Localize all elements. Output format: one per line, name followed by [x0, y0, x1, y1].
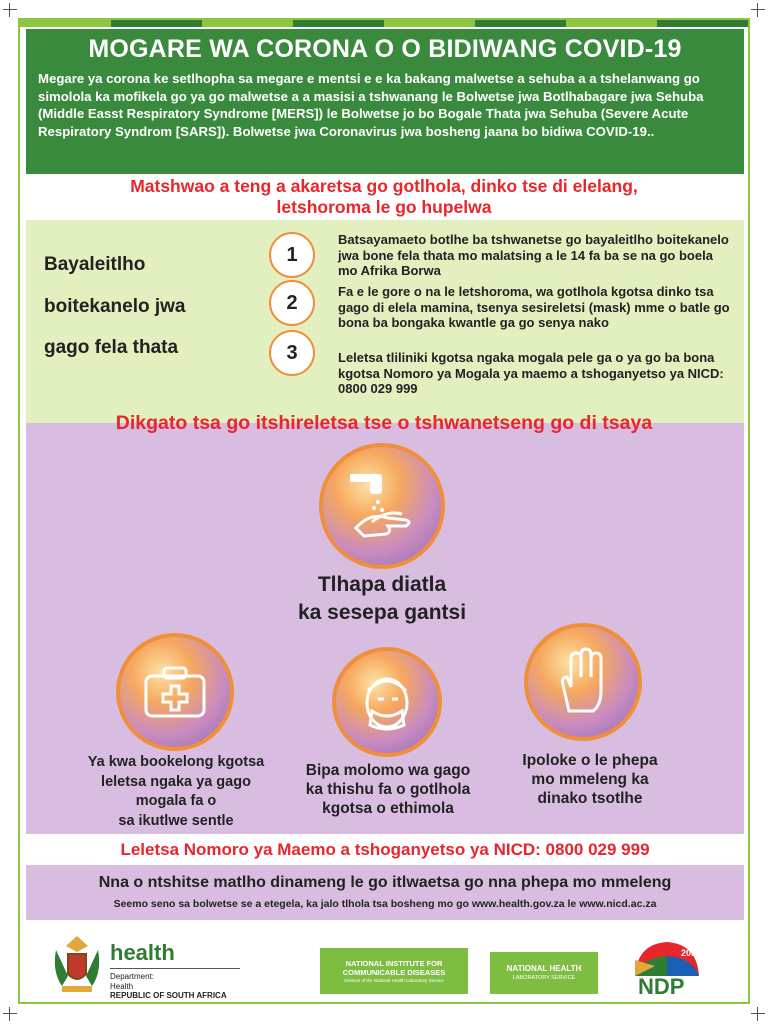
- cough-face-icon: [332, 647, 442, 757]
- doctor-caption: Ya kwa bookelong kgotsa leletsa ngaka ya gago mogala fa o sa ikutlwe sentle: [87, 754, 265, 829]
- crop-mark-top-right: [751, 3, 765, 17]
- step-3-text: Leletsa tliliniki kgotsa ngaka mogala pele ga o ya go ba bona kgotsa Nomoro ya Mogala ya maemo a tshoganyetso ya NICD: 0800 029 999: [338, 350, 724, 396]
- coat-of-arms-icon: [48, 932, 106, 996]
- ndp-label: NDP: [638, 974, 685, 999]
- handwash-caption: Tlhapa diatla ka sesepa gantsi: [297, 573, 467, 624]
- risk-panel: [26, 220, 744, 435]
- prevention-panel: [26, 423, 744, 834]
- symptoms-title: Matshwao a teng a akaretsa go gotlhola, dinko tse di elelang, letshoroma le go hupelwa: [130, 176, 638, 217]
- crop-mark-bottom-right: [751, 1007, 765, 1021]
- step-1-number: 1: [269, 232, 315, 278]
- hygiene-caption: Ipoloke o le phepa mo mmeleng ka dinako tsotlhe: [522, 752, 658, 807]
- department-label: Department: Health REPUBLIC OF SOUTH AFRICA: [110, 972, 227, 1000]
- health-wordmark: health: [110, 940, 175, 965]
- ndp-year: 2030: [681, 948, 702, 958]
- footer-message: Nna o ntshitse matlho dinameng le go itlwaetsa go nna phepa mo mmeleng: [98, 874, 672, 891]
- faucet-hands-icon: [342, 466, 422, 546]
- crop-mark-top-left: [3, 3, 17, 17]
- risk-label-line1: Bayaleitlho: [44, 254, 146, 275]
- risk-label-line2: boitekanelo jwa: [44, 296, 186, 317]
- first-aid-kit-icon: [116, 633, 234, 751]
- logo-strip: [26, 922, 744, 1004]
- nhls-logo: NATIONAL HEALTH LABORATORY SERVICE: [490, 952, 598, 994]
- step-1-text: Batsayamaeto botlhe ba tshwanetse go bayaleitlho boitekanelo jwa bone fela thata mo malatsing a le 14 fa ba se na go boela mo Afrika Borwa: [338, 232, 729, 278]
- footer-links: Seemo seno sa bolwetse se a etegela, ka jalo tlhola tsa bosheng mo go www.health.gov.za le www.nicd.ac.za: [113, 898, 657, 910]
- poster: [18, 18, 750, 1004]
- step-2-text: Fa e le gore o na le letshoroma, wa gotlhola kgotsa dinko tsa gago di elela mamina, tsenya sesireletsi (mask) mme o batle go bona ba bongaka kwantle ga go senya nako: [338, 284, 730, 330]
- intro-text: Megare ya corona ke setlhopha sa megare e mentsi e e ka bakang malwetse a sehuba a a tshelanwang go simolola ka mofikela go ya go malwetse a a masisi a tshwanang le Bolwetse jwa Botlhabagare jwa Sehuba (Middle Easst Respiratory Syndrome [MERS]) le Bolwetse jo bo Bogale Thata jwa Sehuba (Severe Acute Respiratory Syndrom [SARS]). Bolwetse jwa Coronavirus jwa bosheng jaana bo bidiwa COVID-19..: [38, 71, 704, 139]
- hand-icon: [524, 623, 642, 741]
- crop-mark-bottom-left: [3, 1007, 17, 1021]
- footer-message-panel: [26, 865, 744, 920]
- nicd-logo: NATIONAL INSTITUTE FOR COMMUNICABLE DISEASES Division of the National Health Laboratory Service: [320, 948, 468, 994]
- header-banner: [26, 29, 744, 174]
- risk-label-line3: gago fela thata: [44, 337, 179, 358]
- step-2-number: 2: [269, 280, 315, 326]
- cover-mouth-caption: Bipa molomo wa gago ka thishu fa o gotlhola kgotsa o ethimola: [305, 762, 471, 817]
- step-3-number: 3: [269, 330, 315, 376]
- page-title: MOGARE WA CORONA O O BIDIWANG COVID-19: [88, 35, 682, 63]
- prevention-title: Dikgato tsa go itshireletsa tse o tshwanetseng go di tsaya: [115, 412, 653, 434]
- hotline-bar: Leletsa Nomoro ya Maemo a tshoganyetso ya NICD: 0800 029 999: [26, 834, 744, 865]
- handwash-icon: [319, 443, 445, 569]
- top-stripe: [20, 20, 748, 27]
